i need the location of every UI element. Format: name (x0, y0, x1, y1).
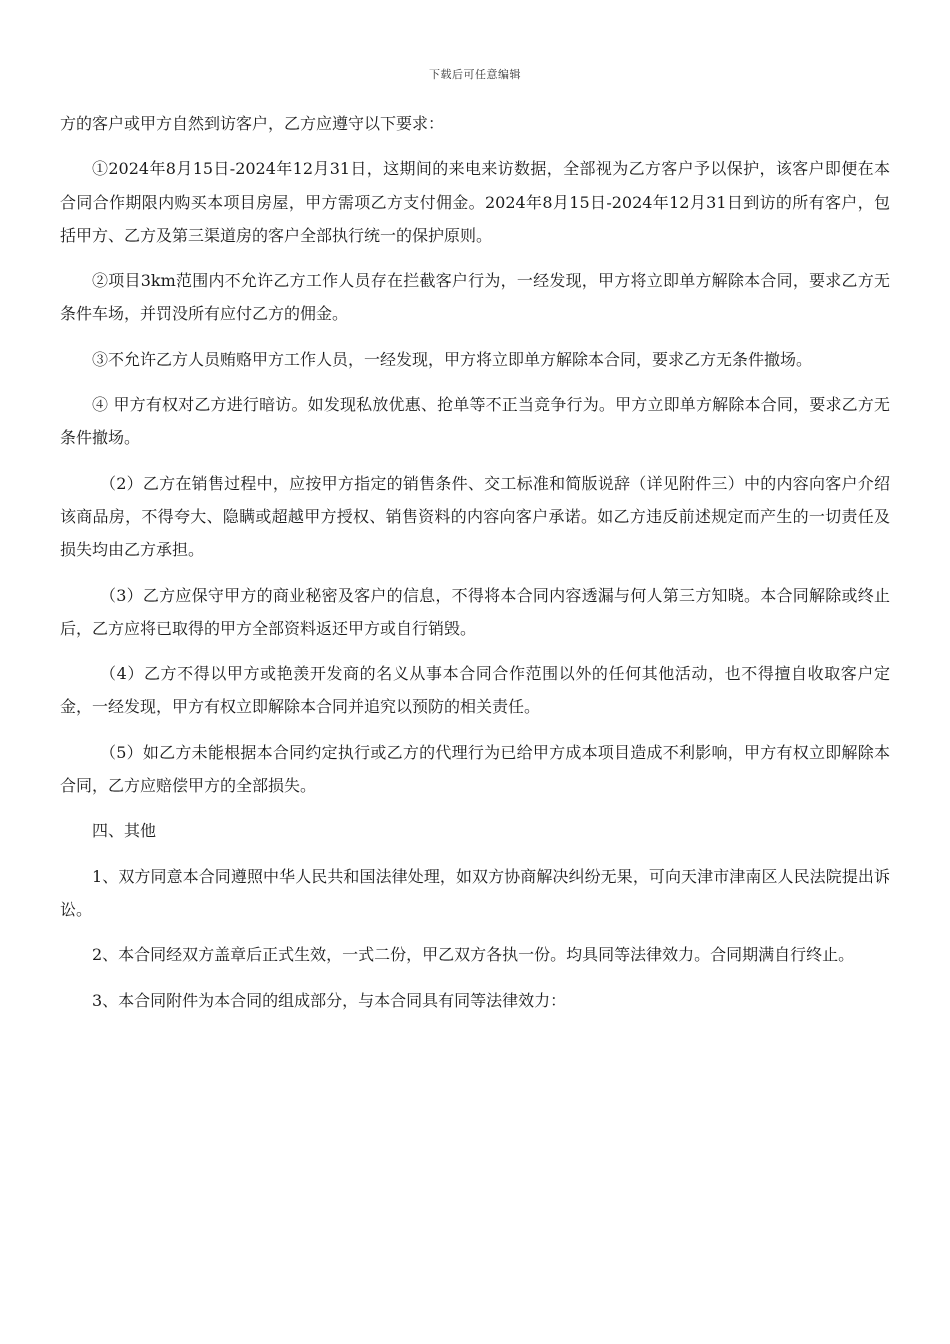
paragraph-rule-2: ②项目3km范围内不允许乙方工作人员存在拦截客户行为，一经发现，甲方将立即单方解除本合同，要求乙方无条件车场，并罚没所有应付乙方的佣金。 (60, 271, 890, 324)
paragraph-rule-3: ③不允许乙方人员贿赂甲方工作人员，一经发现，甲方将立即单方解除本合同，要求乙方无条件撤场。 (92, 349, 813, 369)
page-header-note: 下载后可任意编辑 (429, 68, 521, 81)
section-heading-other: 四、其他 (92, 821, 157, 841)
paragraph-clause-4: （4）乙方不得以甲方或艳羡开发商的名义从事本合同合作范围以外的任何其他活动，也不得擅自收取客户定金，一经发现，甲方有权立即解除本合同并追究以预防的相关责任。 (60, 664, 890, 717)
paragraph-clause-2: （2）乙方在销售过程中，应按甲方指定的销售条件、交工标准和简版说辞（详见附件三）中的内容向客户介绍该商品房，不得夸大、隐瞒或超越甲方授权、销售资料的内容向客户承诺。如乙方违反前述规定而产生的一切责任及损失均由乙方承担。 (60, 473, 890, 560)
paragraph-other-1: 1、双方同意本合同遵照中华人民共和国法律处理，如双方协商解决纠纷无果，可向天津市津南区人民法院提出诉讼。 (60, 866, 890, 919)
paragraph-clause-3: （3）乙方应保守甲方的商业秘密及客户的信息，不得将本合同内容透漏与何人第三方知晓。本合同解除或终止后，乙方应将已取得的甲方全部资料返还甲方或自行销毁。 (60, 585, 890, 638)
paragraph-other-3: 3、本合同附件为本合同的组成部分，与本合同具有同等法律效力： (92, 990, 567, 1010)
paragraph-other-2: 2、本合同经双方盖章后正式生效，一式二份，甲乙双方各执一份。均具同等法律效力。合同期满自行终止。 (92, 945, 855, 965)
document-body (60, 107, 890, 1029)
paragraph-clause-5: （5）如乙方未能根据本合同约定执行或乙方的代理行为已给甲方成本项目造成不利影响，甲方有权立即解除本合同，乙方应赔偿甲方的全部损失。 (60, 742, 890, 796)
paragraph-rule-4: ④ 甲方有权对乙方进行暗访。如发现私放优惠、抢单等不正当竞争行为。甲方立即单方解除本合同，要求乙方无条件撤场。 (60, 395, 890, 448)
paragraph-continuation: 方的客户或甲方自然到访客户，乙方应遵守以下要求： (60, 114, 445, 133)
paragraph-rule-1: ①2024年8月15日-2024年12月31日，这期间的来电来访数据，全部视为乙方客户予以保护，该客户即便在本合同合作期限内购买本项目房屋，甲方需项乙方支付佣金。2024年8月15日-2024年12月31日到访的所有客户，包括甲方、乙方及第三渠道房的客户全部执行统一的保护原则。 (60, 159, 890, 245)
